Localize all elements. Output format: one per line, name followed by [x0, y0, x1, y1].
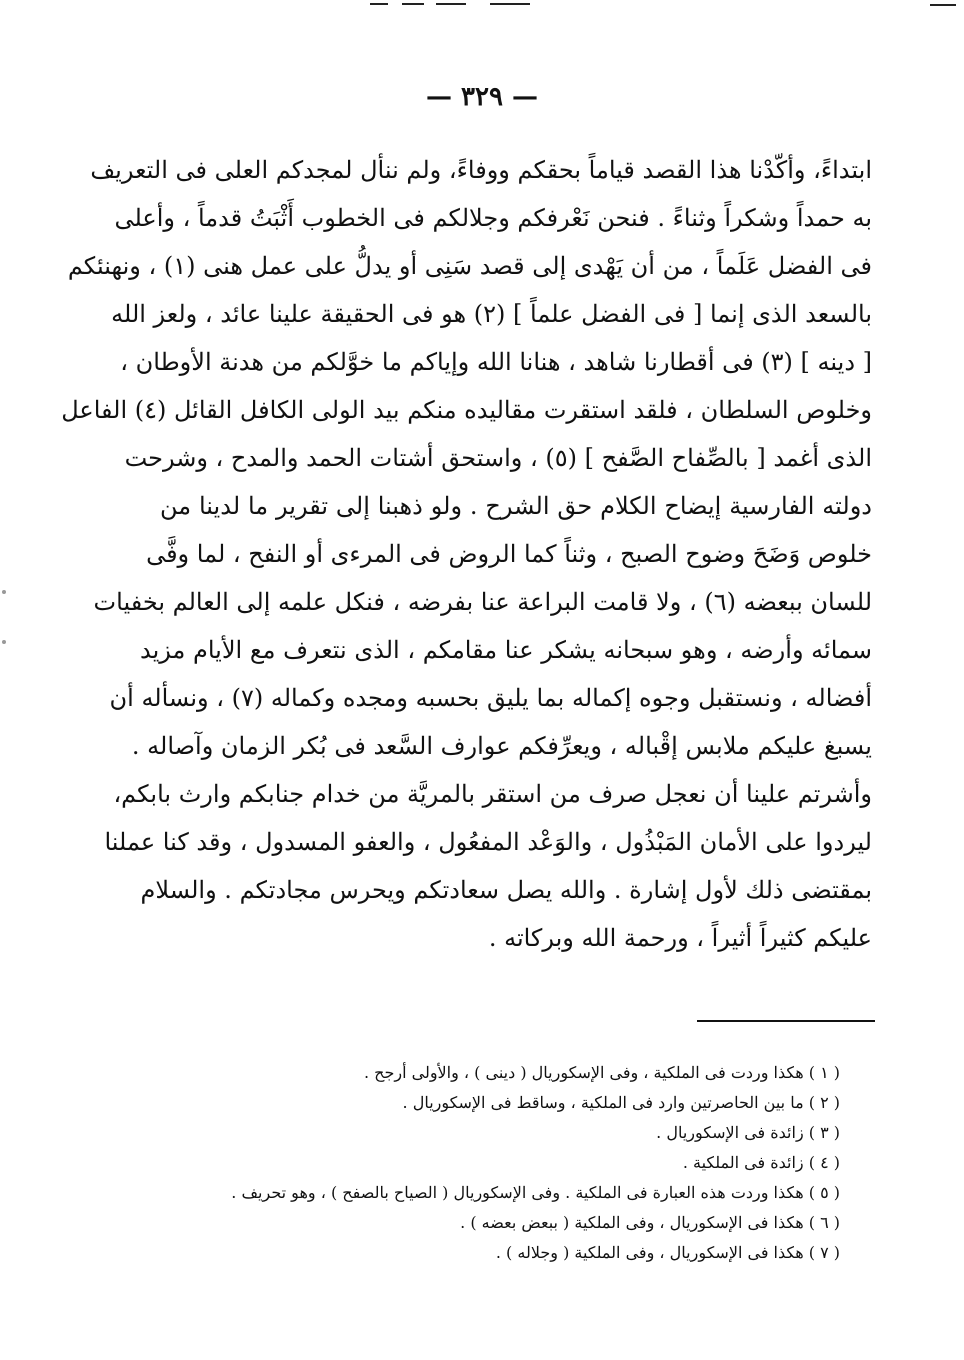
scan-margin-dot: [2, 590, 6, 594]
scan-margin-dot: [2, 640, 6, 644]
footnote: ( ٧ ) هكذا فى الإسكوريال ، وفى الملكية ( وجلاله ) .: [495, 1243, 840, 1262]
text-line: وخلوص السلطان ، فلقد استقرت مقاليده منكم بيد الولى الكافل القائل (٤) الفاعل: [61, 396, 872, 424]
main-text: [61, 146, 872, 962]
footnote: ( ٦ ) هكذا فى الإسكوريال ، وفى الملكية ( ببعض بعضه ) .: [460, 1213, 840, 1232]
footnote: ( ٥ ) هكذا وردت هذه العبارة فى الملكية . وفى الإسكوريال ( الصياح بالصفح ) ، وهو تحريف .: [231, 1183, 840, 1202]
scan-corner-mark: [930, 4, 956, 6]
text-line: يسبغ عليكم ملابس إقْباله ، ويعرِّفكم عوارف السَّعد فى بُكر الزمان وآصاله .: [131, 732, 872, 760]
text-line: دولته الفارسية إيضاح الكلام حق الشرح . ولو ذهبنا إلى تقرير ما لدينا من: [160, 492, 872, 520]
text-line: به حمداً وشكراً وثناءً . فنحن نَعْرفكم وجلالكم فى الخطوب أَثْبَتُ قدماً ، وأعلى: [114, 204, 872, 232]
footnote: ( ٣ ) زائدة فى الإسكوريال .: [656, 1123, 840, 1142]
footnote: ( ٤ ) زائدة فى الملكية .: [682, 1153, 840, 1172]
text-line: وأشرتم علينا أن نعجل صرف من استقر بالمريَّة من خدام جنابكم وارث بابكم،: [113, 780, 872, 808]
scan-top-marks: [0, 0, 964, 12]
text-line: فى الفضل عَلَماً ، من أن يَهْدى إلى قصد سَنِى أو يدلُّ على عمل هنى (١) ، ونهنئكم: [67, 252, 872, 280]
text-line: للسان ببعضه (٦) ، ولا قامت البراعة عنا بفرضه ، فنكل علمه إلى العالم بخفيات: [93, 588, 872, 616]
footnote-separator: [697, 1020, 875, 1022]
text-line: [ دينه ] (٣) فى أقطارنا شاهد ، هنانا الله وإياكم ما خوَّلكم من هدنة الأوطان ،: [120, 348, 872, 376]
text-line: ليردوا على الأمان المَبْذُول ، والوَعْد المفعُول ، والعفو المسدول ، وقد كنا عملنا: [104, 828, 872, 856]
text-line: خلوص وَضَحَ وضوح الصبح ، وثناً كما الروض فى المرءى أو النفح ، لما وفَّى: [146, 540, 872, 568]
footnote: ( ٢ ) ما بين الحاصرتين وارد فى الملكية ، وساقط فى الإسكوريال .: [402, 1093, 840, 1112]
text-line: أفضاله ، ونستقبل وجوه إكماله بما يليق بحسبه ومجده وكماله (٧) ، ونسأله أن: [109, 684, 872, 712]
text-line: سمائه وأرضه ، وهو سبحانه يشكر عنا مقامكم ، الذى نتعرف مع الأيام مزيد: [140, 636, 872, 664]
footnotes: [120, 1058, 840, 1268]
text-line: عليكم كثيراً أثيراً ، ورحمة الله وبركاته .: [488, 924, 872, 952]
text-line: ابتداءً، وأكّدْنا هذا القصد قياماً بحقكم ووفاءً، ولم ننأل لمجدكم العلى فى التعريف: [90, 156, 872, 184]
text-line: بمقتضى ذلك لأول إشارة . والله يصل سعادتكم ويحرس مجادتكم . والسلام: [140, 876, 872, 904]
text-line: الذى أغمد [ بالصِّفاح الصَّفح ] (٥) ، واستحق أشتات الحمد والمدح ، وشرحت: [124, 444, 872, 472]
footnote: ( ١ ) هكذا وردت فى الملكية ، وفى الإسكوريال ( دينى ) ، والأولى أرجح .: [363, 1063, 840, 1082]
page-number: — ٣٢٩ —: [425, 82, 539, 112]
text-line: بالسعد الذى إنما [ فى الفضل علماً ] (٢) هو فى الحقيقة علينا عائد ، ولعز الله: [111, 300, 872, 328]
